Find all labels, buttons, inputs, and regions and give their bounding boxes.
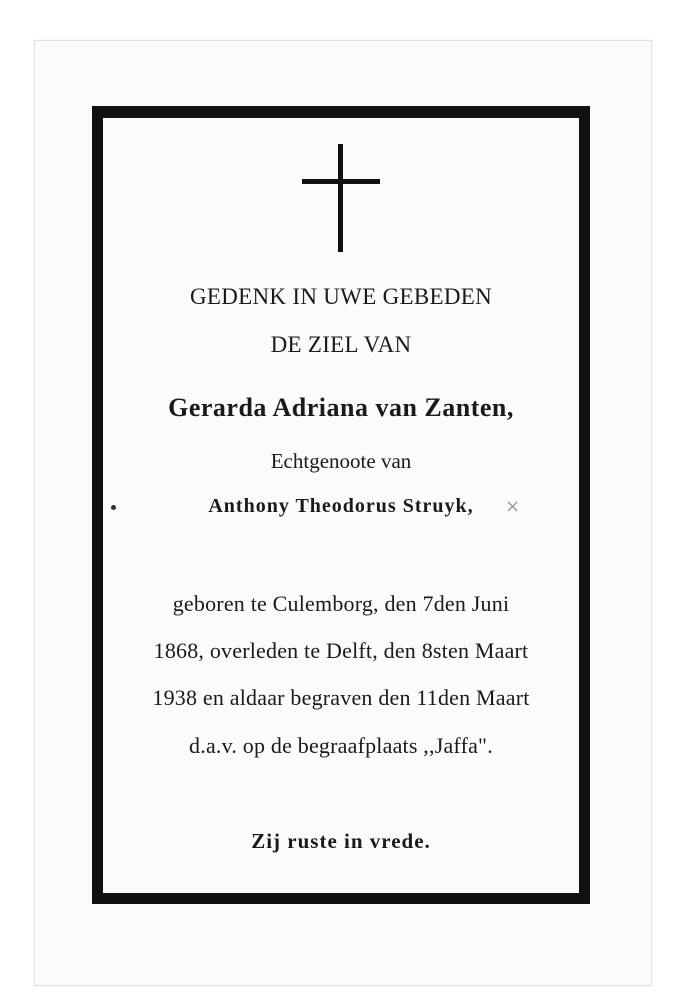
text-line-1: geboren te Culemborg, den 7den Juni: [172, 591, 510, 616]
spouse-name: Anthony Theodorus Struyk,: [208, 495, 474, 517]
heading-line-1: GEDENK IN UWE GEBEDEN: [189, 284, 493, 309]
deceased-name: Gerarda Adriana van Zanten,: [168, 393, 514, 422]
relation-label: Echtgenoote van: [270, 449, 412, 473]
text-line-2: 1868, overleden te Delft, den 8sten Maart: [153, 638, 529, 663]
cross-icon: [302, 144, 380, 252]
closing-phrase: Zij ruste in vrede.: [251, 829, 431, 853]
text-line-3: 1938 en aldaar begraven den 11den Maart: [152, 685, 530, 710]
heading-line-2: DE ZIEL VAN: [270, 332, 412, 357]
text-line-4: d.a.v. op de begraafplaats ,,Jaffa".: [189, 733, 493, 758]
pencil-cross-mark: ×: [505, 496, 521, 517]
